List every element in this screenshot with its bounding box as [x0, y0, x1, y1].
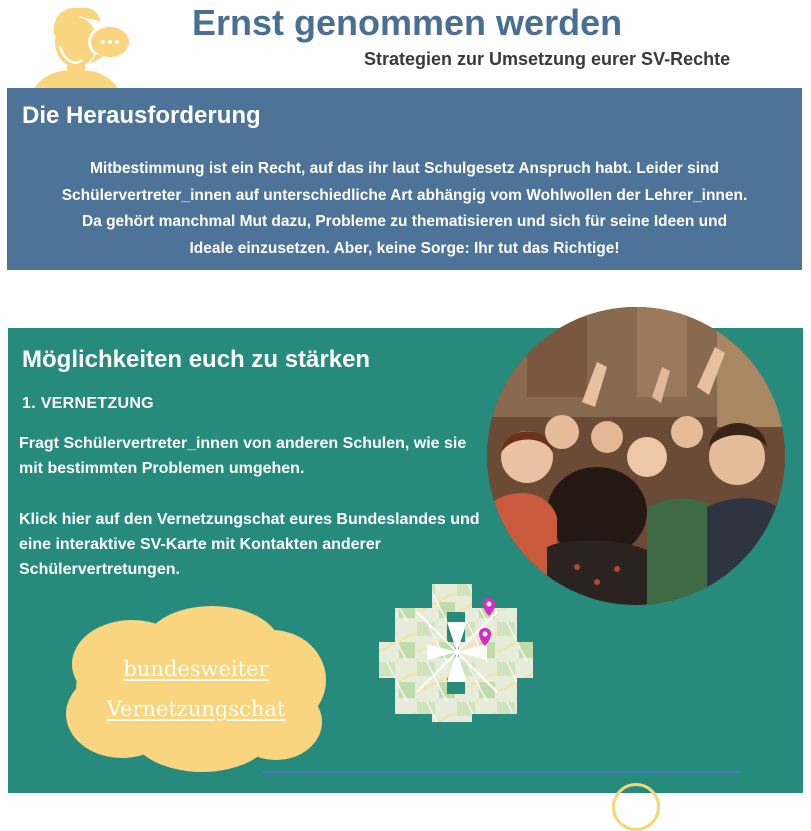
- page-title: Ernst genommen werden: [192, 2, 623, 43]
- networking-heading: 1. VERNETZUNG: [22, 395, 154, 412]
- challenge-panel: [7, 88, 802, 270]
- page-subtitle: Strategien zur Umsetzung eurer SV-Rechte: [364, 49, 731, 69]
- networking-link-paragraph[interactable]: Klick hier auf den Vernetzungschat eures Bundeslandes und eine interaktive SV-Karte mit Kontakten anderer Schülervertretungen.: [19, 511, 480, 578]
- networking-paragraph: Fragt Schülervertreter_innen von anderen Schulen, wie sie mit bestimmten Problemen umgehen.: [19, 435, 467, 477]
- chat-cloud-button[interactable]: [62, 602, 330, 774]
- section-divider: [262, 771, 740, 773]
- strengths-heading: Möglichkeiten euch zu stärken: [22, 346, 371, 373]
- chat-link-line1[interactable]: bundesweiter: [123, 657, 269, 681]
- challenge-line: Da gehört manchmal Mut dazu, Probleme zu thematisieren und sich für seine Ideen und: [81, 213, 728, 230]
- challenge-text: [37, 156, 772, 262]
- chat-link-line2[interactable]: Vernetzungschat: [106, 697, 286, 721]
- decorative-circle: [612, 783, 660, 831]
- sv-map-thumbnail[interactable]: [377, 582, 537, 724]
- challenge-heading: Die Herausforderung: [22, 102, 261, 129]
- user-speech-bubble-icon: [24, 2, 136, 102]
- challenge-line: Mitbestimmung ist ein Recht, auf das ihr laut Schulgesetz Anspruch habt. Leider sind: [90, 160, 719, 177]
- challenge-line: Ideale einzusetzen. Aber, keine Sorge: Ihr tut das Richtige!: [189, 239, 620, 257]
- group-photo: [487, 307, 785, 605]
- challenge-line: Schülervertreter_innen auf unterschiedliche Art abhängig vom Wohlwollen der Lehrer_innen.: [61, 186, 748, 204]
